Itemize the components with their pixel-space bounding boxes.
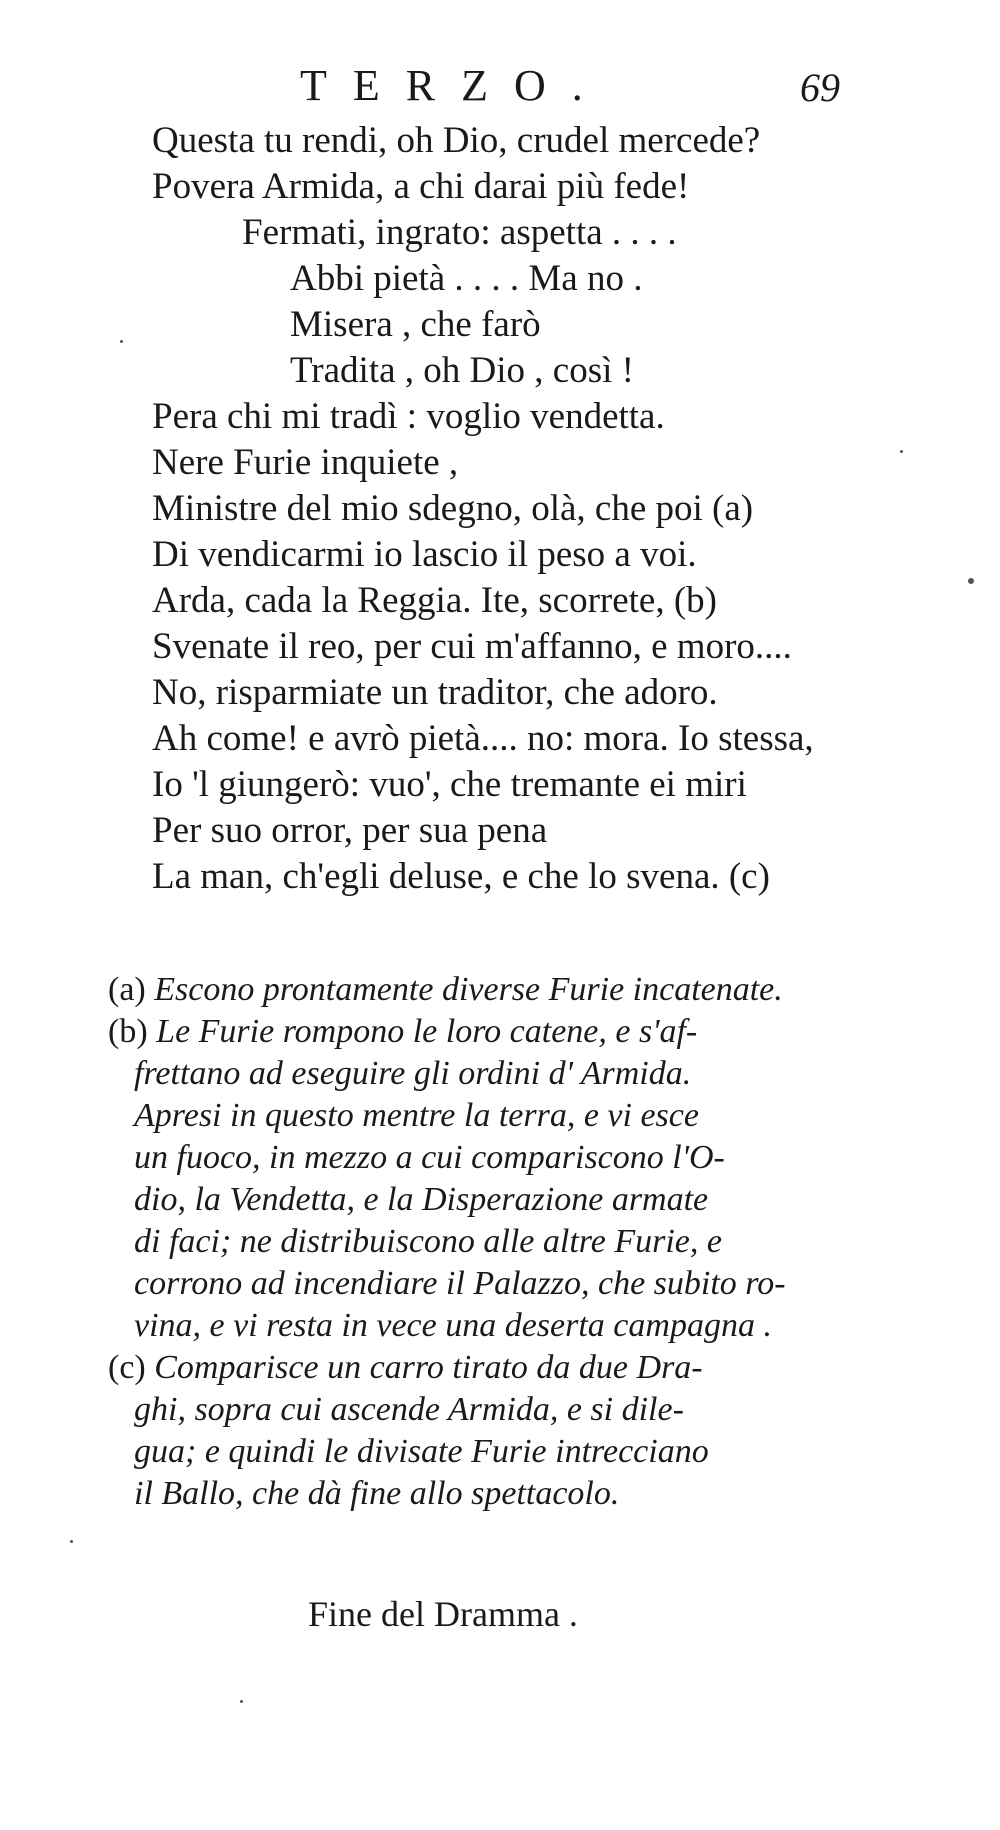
note-line — [108, 1348, 703, 1388]
ink-speck — [240, 1700, 243, 1703]
running-title: TERZO. — [300, 61, 609, 110]
verse-line: La man, ch'egli deluse, e che lo svena. (c) — [152, 856, 770, 897]
note-line: gua; e quindi le divisate Furie intrecciano — [134, 1433, 709, 1470]
note-line: corrono ad incendiare il Palazzo, che subito ro- — [134, 1265, 786, 1302]
ink-speck — [968, 578, 974, 584]
verse-line: Abbi pietà . . . . Ma no . — [290, 258, 643, 299]
verse-line: Tradita , oh Dio , così ! — [290, 350, 634, 391]
closing-line: Fine del Dramma . — [308, 1594, 578, 1634]
verse-line: Arda, cada la Reggia. Ite, scorrete, (b) — [152, 580, 717, 621]
ink-speck — [70, 1540, 73, 1543]
note-line: ghi, sopra cui ascende Armida, e si dile- — [134, 1391, 684, 1428]
verse-line: Ah come! e avrò pietà.... no: mora. Io stessa, — [152, 718, 814, 759]
ink-speck — [120, 340, 123, 343]
note-line: Apresi in questo mentre la terra, e vi esce — [134, 1097, 699, 1134]
verse-line: Svenate il reo, per cui m'affanno, e moro.... — [152, 626, 792, 667]
verse-line: Questa tu rendi, oh Dio, crudel mercede? — [152, 120, 761, 161]
verse-line: Io 'l giungerò: vuo', che tremante ei miri — [152, 764, 747, 805]
verse-line: Misera , che farò — [290, 304, 541, 345]
note-line: il Ballo, che dà fine allo spettacolo. — [134, 1475, 620, 1512]
note-text: Escono prontamente diverse Furie incatenate. — [154, 971, 783, 1008]
note-text: Comparisce un carro tirato da due Dra- — [154, 1349, 703, 1386]
verse-line: Di vendicarmi io lascio il peso a voi. — [152, 534, 697, 575]
verse-line: Ministre del mio sdegno, olà, che poi (a) — [152, 488, 754, 529]
note-marker: (c) — [108, 1349, 146, 1386]
verse-line: Povera Armida, a chi darai più fede! — [152, 166, 690, 207]
verse-line: Pera chi mi tradì : voglio vendetta. — [152, 396, 665, 437]
ink-speck — [900, 450, 903, 453]
note-line: di faci; ne distribuiscono alle altre Furie, e — [134, 1223, 722, 1260]
note-line — [108, 970, 783, 1010]
note-text: Le Furie rompono le loro catene, e s'af- — [156, 1013, 698, 1050]
page-header — [0, 60, 1000, 120]
note-line: frettano ad eseguire gli ordini d' Armida. — [134, 1055, 692, 1092]
note-marker: (a) — [108, 971, 146, 1008]
note-line: dio, la Vendetta, e la Disperazione armate — [134, 1181, 709, 1218]
note-line: vina, e vi resta in vece una deserta campagna . — [134, 1307, 772, 1344]
note-marker: (b) — [108, 1013, 148, 1050]
note-line — [108, 1012, 697, 1052]
verse-line: Nere Furie inquiete , — [152, 442, 459, 483]
verse-line: Per suo orror, per sua pena — [152, 810, 548, 851]
verse-line: No, risparmiate un traditor, che adoro. — [152, 672, 718, 713]
note-line: un fuoco, in mezzo a cui compariscono l'O- — [134, 1139, 725, 1176]
page-number: 69 — [800, 65, 840, 110]
verse-line: Fermati, ingrato: aspetta . . . . — [242, 212, 677, 253]
